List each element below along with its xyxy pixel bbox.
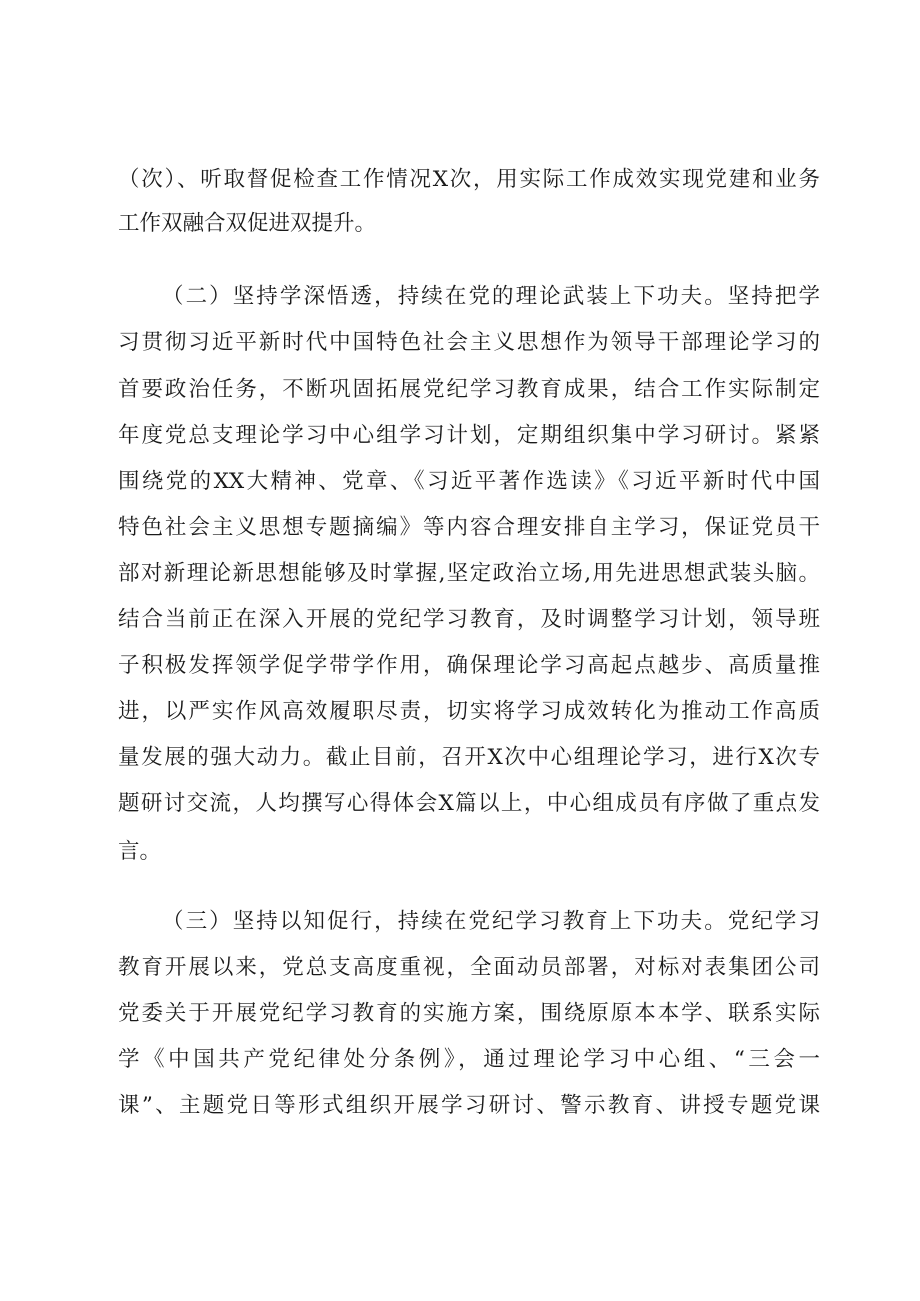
paragraph-heading-line: （二）坚持学深悟透，持续在党的理论武装上下功夫。坚持把学 <box>162 284 820 309</box>
text-line: 首要政治任务，不断巩固拓展党纪学习教育成果，结合工作实际制定 <box>118 377 820 402</box>
text-line: 子积极发挥领学促学带学作用，确保理论学习高起点越步、高质量推 <box>118 653 820 678</box>
text-line: 围绕党的XX大精神、党章、《习近平著作选读》《习近平新时代中国 <box>118 469 820 494</box>
text-line: （次）、听取督促检查工作情况X次，用实际工作成效实现党建和业务 <box>118 167 820 192</box>
text-line: 特色社会主义思想专题摘编》等内容合理安排自主学习，保证党员干 <box>118 515 820 540</box>
text-line: 量发展的强大动力。截止目前，召开X次中心组理论学习，进行X次专 <box>118 745 820 770</box>
text-line: 习贯彻习近平新时代中国特色社会主义思想作为领导干部理论学习的 <box>118 330 820 355</box>
text-line: 题研讨交流，人均撰写心得体会X篇以上，中心组成员有序做了重点发 <box>118 791 820 816</box>
text-line: 工作双融合双促进双提升。 <box>118 211 377 236</box>
paragraph-heading-line: （三）坚持以知促行，持续在党纪学习教育上下功夫。党纪学习 <box>162 909 820 934</box>
text-line: 进，以严实作风高效履职尽责，切实将学习成效转化为推动工作高质 <box>118 699 820 724</box>
text-line: 言。 <box>118 839 162 864</box>
text-line: 课”、主题党日等形式组织开展学习研讨、警示教育、讲授专题党课 <box>118 1093 820 1118</box>
text-line: 部对新理论新思想能够及时掌握,坚定政治立场,用先进思想武装头脑。 <box>118 561 820 586</box>
text-line: 年度党总支理论学习中心组学习计划，定期组织集中学习研讨。紧紧 <box>118 423 820 448</box>
text-line: 学《中国共产党纪律处分条例》，通过理论学习中心组、“三会一 <box>118 1047 820 1072</box>
text-line: 教育开展以来，党总支高度重视，全面动员部署，对标对表集团公司 <box>118 955 820 980</box>
text-line: 党委关于开展党纪学习教育的实施方案，围绕原原本本学、联系实际 <box>118 1001 820 1026</box>
text-line: 结合当前正在深入开展的党纪学习教育，及时调整学习计划，领导班 <box>118 607 820 632</box>
